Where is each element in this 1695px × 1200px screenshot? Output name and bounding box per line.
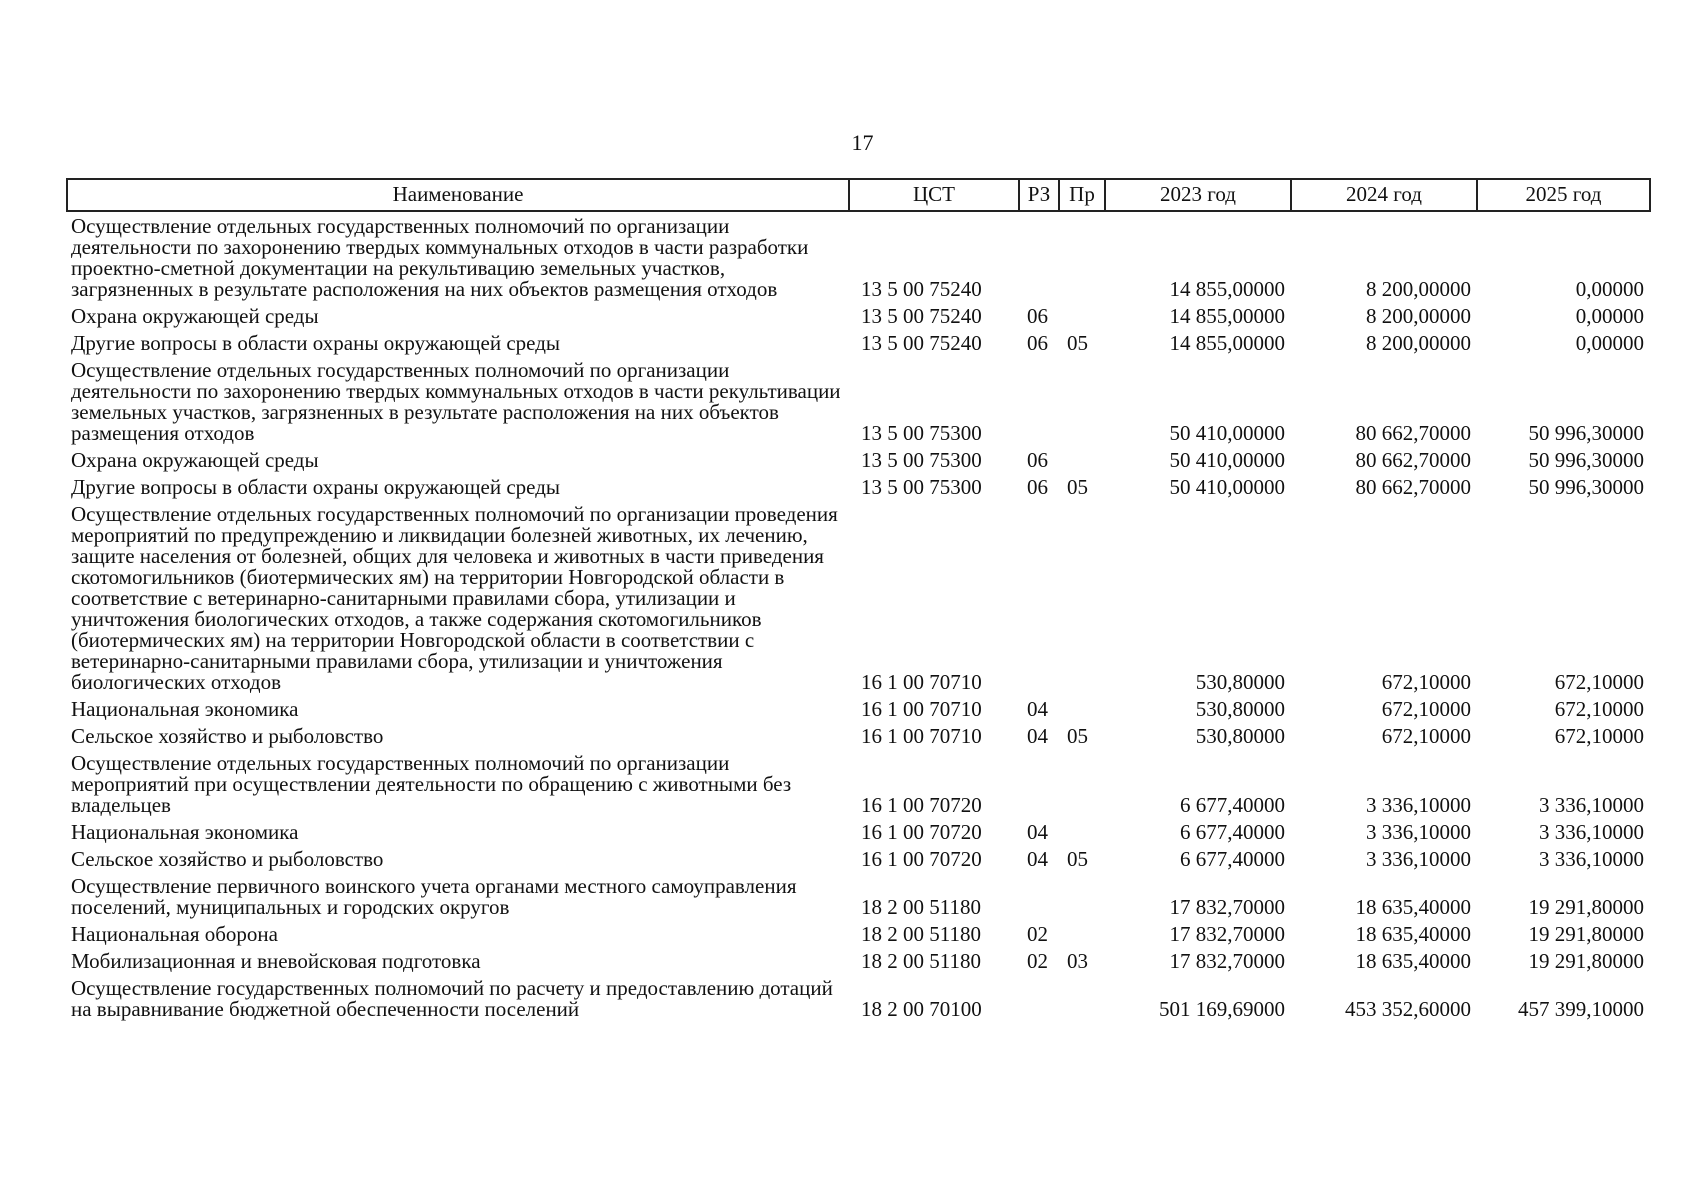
table-header-row [67,179,1650,211]
row-code: 16 1 00 70720 [861,820,982,844]
table-row [67,498,1650,693]
row-pr [1059,300,1105,327]
table-row [67,211,1650,300]
row-pr [1059,972,1105,1020]
table-row [67,693,1650,720]
row-name: Осуществление государственных полномочий по расчету и предоставлению дотаций на выравнивание бюджетной обеспеченности поселений [71,976,833,1021]
row-2023: 530,80000 [1195,670,1285,694]
row-rz: 06 [1027,331,1048,355]
table-row [67,870,1650,918]
row-code: 13 5 00 75300 [861,475,982,499]
row-2025: 3 336,10000 [1539,820,1644,844]
row-rz [1019,354,1059,444]
row-code: 16 1 00 70720 [861,847,982,871]
row-2025: 19 291,80000 [1528,949,1644,973]
table-row [67,816,1650,843]
row-rz: 02 [1027,949,1048,973]
row-rz [1019,498,1059,693]
row-2024: 672,10000 [1381,697,1471,721]
row-rz: 06 [1027,475,1048,499]
row-2024: 80 662,70000 [1355,448,1471,472]
row-2024: 8 200,00000 [1366,304,1471,328]
row-2024: 8 200,00000 [1366,277,1471,301]
row-code: 18 2 00 51180 [861,922,981,946]
row-pr [1059,354,1105,444]
row-2023: 14 855,00000 [1169,331,1285,355]
row-2025: 50 996,30000 [1528,475,1644,499]
row-2024: 18 635,40000 [1355,949,1471,973]
header-code: ЦСТ [849,179,1019,211]
row-rz: 02 [1027,922,1048,946]
row-2023: 17 832,70000 [1169,895,1285,919]
row-name: Осуществление отдельных государственных полномочий по организации проведения мероприятий по предупреждению и ликвидации болезней животных, их лечению, защите населения от болезней, общих для человека и животных в части приведения скотомогильников (биотермических ям) на территории Новгородской области в соответствие с ветеринарно-санитарными правилами сбора, утилизации и уничтожения биологических отходов, а также содержания скотомогильников (биотермических ям) на территории Новгородской области в соответствии с ветеринарно-санитарными правилами сбора, утилизации и уничтожения биологических отходов [71,502,838,694]
row-2024: 18 635,40000 [1355,895,1471,919]
page-number: 17 [851,130,874,155]
row-pr [1059,816,1105,843]
row-name: Осуществление отдельных государственных полномочий по организации деятельности по захоронению твердых коммунальных отходов в части разработки проектно-сметной документации на рекультивацию земельных участков, загрязненных в результате расположения на них объектов размещения отходов [71,214,809,301]
row-name: Мобилизационная и вневойсковая подготовка [71,949,481,973]
table-row [67,747,1650,816]
row-2025: 50 996,30000 [1528,448,1644,472]
header-2025: 2025 год [1477,179,1650,211]
row-2025: 3 336,10000 [1539,847,1644,871]
row-code: 18 2 00 51180 [861,949,981,973]
row-code: 13 5 00 75300 [861,421,982,445]
row-pr [1059,498,1105,693]
row-rz [1019,972,1059,1020]
table-row [67,471,1650,498]
row-2025: 19 291,80000 [1528,895,1644,919]
header-2024: 2024 год [1291,179,1477,211]
row-2025: 3 336,10000 [1539,793,1644,817]
row-2023: 50 410,00000 [1169,448,1285,472]
row-code: 13 5 00 75240 [861,277,982,301]
row-2024: 8 200,00000 [1366,331,1471,355]
row-2025: 672,10000 [1554,697,1644,721]
row-pr [1059,693,1105,720]
row-2023: 6 677,40000 [1180,793,1285,817]
row-rz: 04 [1027,847,1048,871]
row-code: 13 5 00 75300 [861,448,982,472]
row-2025: 0,00000 [1575,331,1644,355]
row-code: 16 1 00 70710 [861,670,982,694]
row-rz: 06 [1027,304,1048,328]
row-name: Национальная оборона [71,922,278,946]
row-2024: 80 662,70000 [1355,421,1471,445]
row-2023: 530,80000 [1195,697,1285,721]
row-2024: 3 336,10000 [1366,847,1471,871]
row-name: Охрана окружающей среды [71,448,319,472]
row-2023: 17 832,70000 [1169,922,1285,946]
row-code: 16 1 00 70710 [861,724,982,748]
row-code: 13 5 00 75240 [861,304,982,328]
row-pr: 03 [1067,949,1088,973]
row-2024: 3 336,10000 [1366,820,1471,844]
row-2025: 0,00000 [1575,304,1644,328]
row-2024: 672,10000 [1381,670,1471,694]
header-pr: Пр [1059,179,1105,211]
row-name: Национальная экономика [71,697,299,721]
row-rz: 04 [1027,697,1048,721]
table-row [67,444,1650,471]
row-pr [1059,918,1105,945]
row-rz: 04 [1027,724,1048,748]
row-2023: 501 169,69000 [1159,997,1285,1021]
row-2024: 3 336,10000 [1366,793,1471,817]
row-code: 18 2 00 70100 [861,997,982,1021]
row-2024: 453 352,60000 [1345,997,1471,1021]
table-row [67,843,1650,870]
row-name: Осуществление отдельных государственных полномочий по организации деятельности по захоронению твердых коммунальных отходов в части рекультивации земельных участков, загрязненных в результате расположения на них объектов размещения отходов [71,358,841,445]
row-2023: 6 677,40000 [1180,820,1285,844]
row-2023: 6 677,40000 [1180,847,1285,871]
row-2023: 14 855,00000 [1169,304,1285,328]
row-rz [1019,870,1059,918]
row-pr: 05 [1067,475,1088,499]
row-pr [1059,211,1105,300]
table-row [67,354,1650,444]
row-rz [1019,211,1059,300]
row-rz [1019,747,1059,816]
row-pr [1059,870,1105,918]
row-code: 13 5 00 75240 [861,331,982,355]
row-name: Осуществление отдельных государственных полномочий по организации мероприятий при осуществлении деятельности по обращению с животными без владельцев [71,751,792,817]
row-pr: 05 [1067,724,1088,748]
row-code: 16 1 00 70720 [861,793,982,817]
row-2023: 50 410,00000 [1169,421,1285,445]
table-row [67,918,1650,945]
header-name: Наименование [67,179,849,211]
row-2025: 0,00000 [1575,277,1644,301]
row-name: Сельское хозяйство и рыболовство [71,847,384,871]
row-2025: 457 399,10000 [1518,997,1644,1021]
row-2024: 672,10000 [1381,724,1471,748]
row-name: Другие вопросы в области охраны окружающей среды [71,475,560,499]
row-2025: 19 291,80000 [1528,922,1644,946]
row-name: Сельское хозяйство и рыболовство [71,724,384,748]
row-code: 16 1 00 70710 [861,697,982,721]
row-pr: 05 [1067,331,1088,355]
row-2023: 530,80000 [1195,724,1285,748]
row-name: Другие вопросы в области охраны окружающей среды [71,331,560,355]
row-2023: 17 832,70000 [1169,949,1285,973]
row-2025: 672,10000 [1554,670,1644,694]
header-rz: РЗ [1019,179,1059,211]
row-rz: 06 [1027,448,1048,472]
row-2024: 80 662,70000 [1355,475,1471,499]
budget-table [66,178,1651,1020]
row-2023: 14 855,00000 [1169,277,1285,301]
row-2025: 672,10000 [1554,724,1644,748]
table-body [67,211,1650,1020]
table-row [67,720,1650,747]
row-name: Национальная экономика [71,820,299,844]
table-row [67,945,1650,972]
table-row [67,327,1650,354]
header-2023: 2023 год [1105,179,1291,211]
row-name: Осуществление первичного воинского учета органами местного самоуправления поселений, муниципальных и городских округов [71,874,797,919]
row-2024: 18 635,40000 [1355,922,1471,946]
row-name: Охрана окружающей среды [71,304,319,328]
table-row [67,300,1650,327]
row-2025: 50 996,30000 [1528,421,1644,445]
row-code: 18 2 00 51180 [861,895,981,919]
row-2023: 50 410,00000 [1169,475,1285,499]
row-pr: 05 [1067,847,1088,871]
row-pr [1059,444,1105,471]
table-row [67,972,1650,1020]
row-pr [1059,747,1105,816]
row-rz: 04 [1027,820,1048,844]
